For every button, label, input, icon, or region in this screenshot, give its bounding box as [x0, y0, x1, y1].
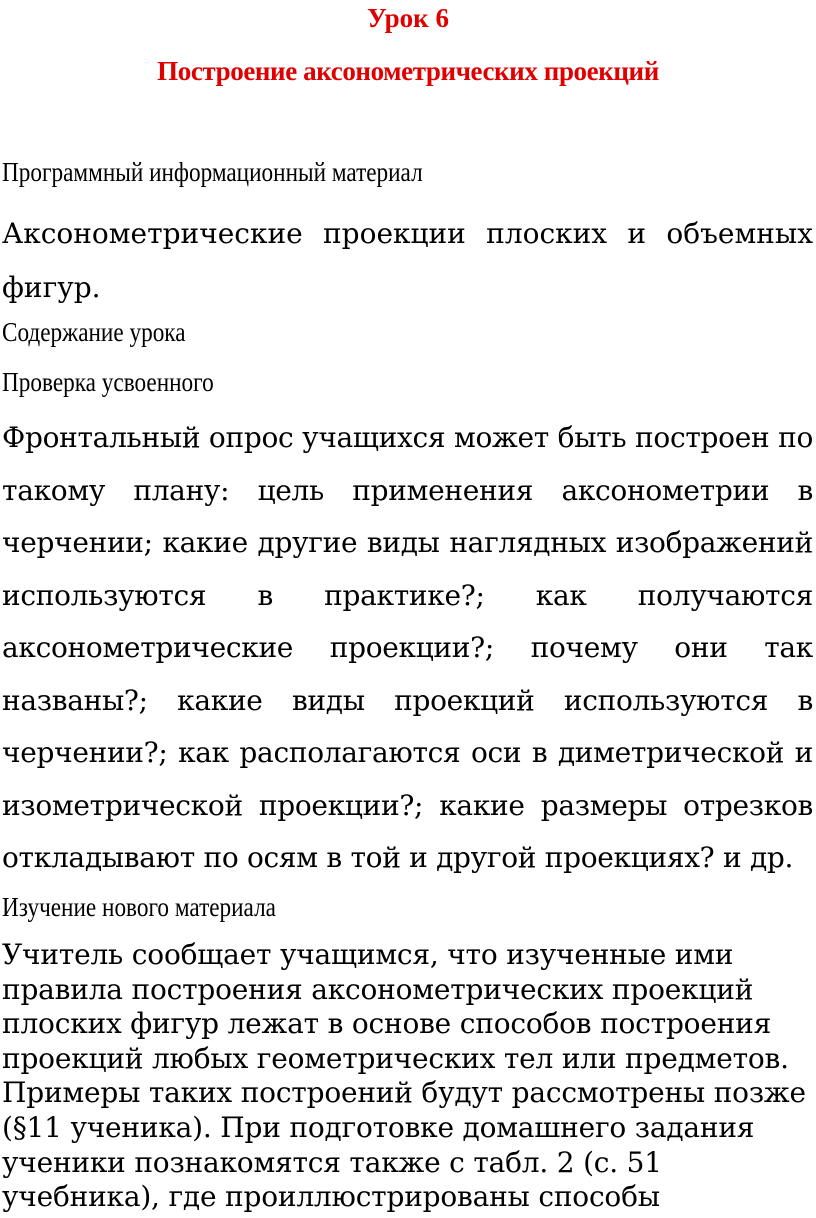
check-text: Фронтальный опрос учащихся может быть построен по такому плану: цель применения аксонометрии в черчении; какие другие виды наглядных изображений используются в практике?; как получаются аксонометрические проекции?; почему они так названы?; какие виды проекций используются в черчении?; как располагаются оси в диметрической и изометрической проекции?; какие размеры отрезков откладывают по осям в той и другой проекциях? и др.	[2, 421, 813, 874]
lesson-title: Построение аксонометрических проекций	[157, 56, 659, 86]
lesson-number: Урок 6	[367, 3, 449, 33]
content-label: Содержание урока	[2, 317, 186, 347]
check-label: Проверка усвоенного	[2, 367, 214, 397]
new-material-text: Учитель сообщает учащимся, что изученные ими правила построения аксонометрических проекций плоских фигур лежат в основе способов построения проекций любых геометрических тел или предметов. Примеры таких построений будут рассмотрены позже (§11 ученика). При подготовке домашнего задания ученики познакомятся также с табл. 2 (с. 51 учебника), где проиллюстрированы способы	[2, 938, 806, 1214]
program-text: Аксонометрические проекции плоских и объемных фигур.	[2, 217, 813, 304]
program-label: Программный информационный материал	[2, 157, 423, 187]
new-material-label: Изучение нового материала	[2, 892, 276, 922]
